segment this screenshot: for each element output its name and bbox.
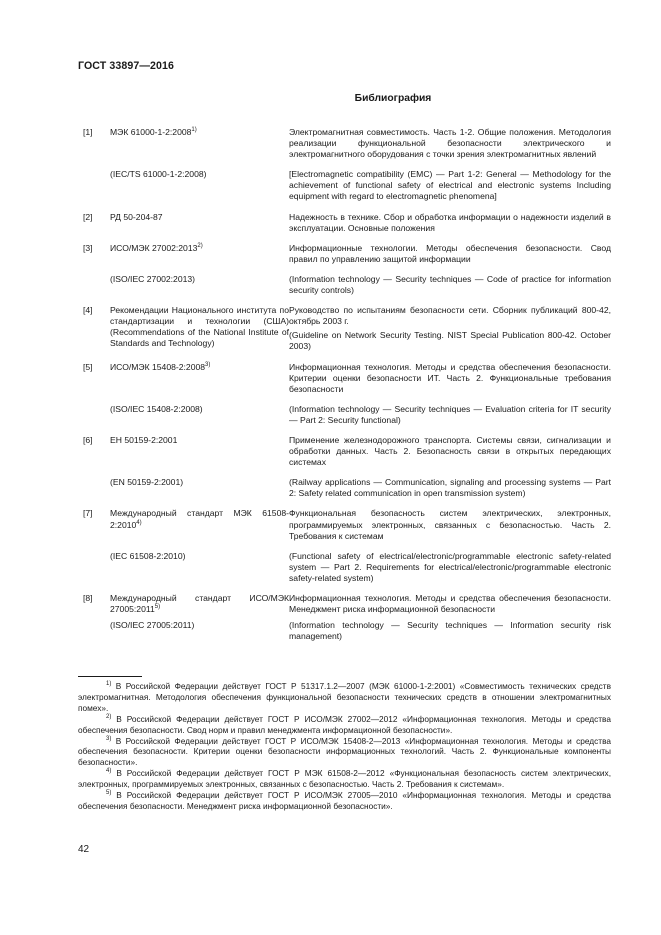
footnote-mark: 4) bbox=[106, 768, 112, 775]
bibliography-entry bbox=[78, 169, 611, 202]
footnote: $^{3)}$ В Российской Федерации действует ГОСТ Р ИСО/МЭК 15408-2—2013 «Информационная технология. Методы и средства обеспечения безопасности. Критерии оценки безопасности информационных технологий. Часть 2. Функциональные компоненты безопасности». bbox=[78, 735, 611, 768]
entry-number: [7] bbox=[83, 508, 93, 519]
entry-designation: (ISO/IEC 27002:2013) bbox=[110, 273, 196, 284]
bibliography-list bbox=[78, 127, 611, 651]
bibliography-entry bbox=[78, 127, 611, 160]
entry-designation: (IEC/TS 61000-1-2:2008) bbox=[110, 169, 207, 180]
entry-designation: (ISO/IEC 15408-2:2008) bbox=[110, 403, 203, 414]
entry-number bbox=[78, 477, 110, 499]
entry-title: Надежность в технике. Сбор и обработка информации о надежности изделий в эксплуатации. Основные положения bbox=[289, 211, 611, 233]
bibliography-entry bbox=[78, 551, 611, 584]
footnote: $^{2)}$ В Российской Федерации действует ГОСТ Р ИСО/МЭК 27002—2012 «Информационная технология. Методы и средства обеспечения безопасности. Свод норм и правил менеджмента информационной безопасности». bbox=[78, 713, 611, 735]
bibliography-entry bbox=[78, 362, 611, 395]
entry-designation: ИСО/МЭК 15408-2:2008$^{3)}$ bbox=[110, 361, 211, 372]
bibliography-entry bbox=[78, 593, 611, 615]
entry-designation: ЕН 50159-2:2001 bbox=[110, 434, 178, 445]
entry-title: Информационная технология. Методы и средства обеспечения безопасности. Менеджмент риска информационной безопасности bbox=[289, 593, 611, 615]
entry-designation: (EN 50159-2:2001) bbox=[110, 477, 184, 488]
bibliography-entry bbox=[78, 435, 611, 468]
entry-title: Информационная технология. Методы и средства обеспечения безопасности. Критерии оценки безопасности ИТ. Часть 2. Функциональные требования безопасности bbox=[289, 361, 611, 394]
entry-title: (Information technology — Security techniques — Information security risk management) bbox=[289, 620, 611, 642]
footnote-ref: 5) bbox=[154, 604, 161, 611]
footnote-ref: 2) bbox=[197, 242, 203, 249]
entry-number: [3] bbox=[83, 242, 93, 253]
entry-number bbox=[78, 620, 110, 642]
page-number: 42 bbox=[78, 844, 90, 855]
entry-designation: (IEC 61508-2:2010) bbox=[110, 550, 186, 561]
entry-number: [5] bbox=[83, 361, 93, 372]
entry-designation: (ISO/IEC 27005:2011) bbox=[110, 620, 195, 631]
entry-title: (Information technology — Security techniques — Evaluation criteria for IT security — Part 2: Security functional) bbox=[289, 403, 611, 425]
entry-number: [2] bbox=[83, 211, 93, 222]
bibliography-entry bbox=[78, 243, 611, 265]
footnote: $^{1)}$ В Российской Федерации действует ГОСТ Р 51317.1.2—2007 (МЭК 61000-1-2:2001) «Совместимость технических средств электромагнитная. Методология обеспечения функциональной безопасности технических средств в отношении электромагнитных помех». bbox=[78, 681, 611, 713]
entry-title-group bbox=[289, 305, 611, 352]
entry-number bbox=[78, 274, 110, 296]
entry-number: [4] bbox=[83, 305, 93, 316]
footnote: $^{4)}$ В Российской Федерации действует ГОСТ Р МЭК 61508-2—2012 «Функциональная безопасность систем электрических, электронных, программируемых электронных, связанных с безопасностью. Часть 2. Требования к системам». bbox=[78, 768, 612, 790]
entry-number: [6] bbox=[83, 434, 93, 445]
entry-designation: Рекомендации Национального института по стандартизации и технологии (США) (Recommendations of the National Institute of Standards and Technology) bbox=[110, 305, 289, 349]
entry-number bbox=[78, 169, 110, 202]
entry-designation: Международный стандарт ИСО/МЭК 27005:2011$^{5)}$ bbox=[110, 593, 289, 615]
footnotes bbox=[78, 681, 611, 812]
page-title: Библиография bbox=[354, 93, 432, 104]
entry-title: (Railway applications — Communication, signaling and processing systems — Part 2: Safety related communication in open transmission system) bbox=[289, 477, 611, 499]
entry-title: (Information technology — Security techniques — Code of practice for information security controls) bbox=[289, 273, 611, 296]
entry-number: [8] bbox=[83, 593, 93, 603]
entry-title: Информационные технологии. Методы обеспечения безопасности. Свод правил по управлению защитой информации bbox=[289, 242, 611, 264]
entry-title: Электромагнитная совместимость. Часть 1-2. Общие положения. Методология реализации функциональной безопасности электрического и электромагнитного оборудования с точки зрения электромагнитных явлений bbox=[289, 127, 611, 160]
bibliography-entry bbox=[78, 404, 611, 426]
footnote-mark: 3) bbox=[106, 735, 112, 742]
footnote-mark: 1) bbox=[106, 681, 112, 687]
footnote-mark: 2) bbox=[106, 713, 112, 720]
entry-title: [Electromagnetic compatibility (EMC) — Part 1-2: General — Methodology for the achievement of functional safety of electrical and electronic systems Including equipment with regard to electromagnetic phenomena] bbox=[289, 169, 611, 202]
bibliography-entry bbox=[78, 274, 611, 296]
footnote-mark: 5) bbox=[106, 790, 112, 797]
bibliography-entry bbox=[78, 305, 611, 352]
entry-title-translation: (Guideline on Network Security Testing. NIST Special Publication 800-42. October 2003) bbox=[289, 330, 611, 352]
bibliography-entry bbox=[78, 620, 611, 642]
footnote-divider bbox=[78, 676, 142, 677]
entry-number bbox=[78, 551, 110, 584]
footnote-ref: 3) bbox=[205, 361, 211, 368]
footnote-ref: 4) bbox=[136, 519, 142, 526]
document-header: ГОСТ 33897—2016 bbox=[78, 60, 175, 72]
entry-title: Функциональная безопасность систем электрических, электронных, программируемых электронных, связанных с безопасностью. Часть 2. Требования к системам bbox=[289, 508, 611, 541]
entry-designation: ИСО/МЭК 27002:2013$^{2)}$ bbox=[110, 242, 203, 253]
footnote-ref: 1) bbox=[191, 127, 197, 133]
entry-designation: РД 50-204-87 bbox=[110, 211, 163, 222]
entry-title: Руководство по испытаниям безопасности сети. Сборник публикаций 800-42, октябрь 2003 г. bbox=[289, 305, 611, 327]
bibliography-entry bbox=[78, 508, 611, 541]
bibliography-entry bbox=[78, 477, 611, 499]
entry-designation: Международный стандарт МЭК 61508-2:2010$^{4)}$ bbox=[110, 508, 289, 530]
entry-number: [1] bbox=[83, 127, 93, 137]
bibliography-entry bbox=[78, 212, 611, 234]
footnote: $^{5)}$ В Российской Федерации действует ГОСТ Р ИСО/МЭК 27005—2010 «Информационная технология. Методы и средства обеспечения безопасности. Менеджмент риска информационной безопасности». bbox=[78, 790, 611, 811]
entry-number bbox=[78, 404, 110, 426]
entry-title: Применение железнодорожного транспорта. Системы связи, сигнализации и обработки данных. Часть 2. Безопасность связи в открытых передающих системах bbox=[289, 434, 611, 468]
entry-title: (Functional safety of electrical/electronic/programmable electronic safety-related system — Part 2. Requirements for electrical/electronic/programmable electronic safety-related system) bbox=[289, 550, 611, 583]
entry-designation: МЭК 61000-1-2:2008$^{1)}$ bbox=[110, 127, 197, 137]
